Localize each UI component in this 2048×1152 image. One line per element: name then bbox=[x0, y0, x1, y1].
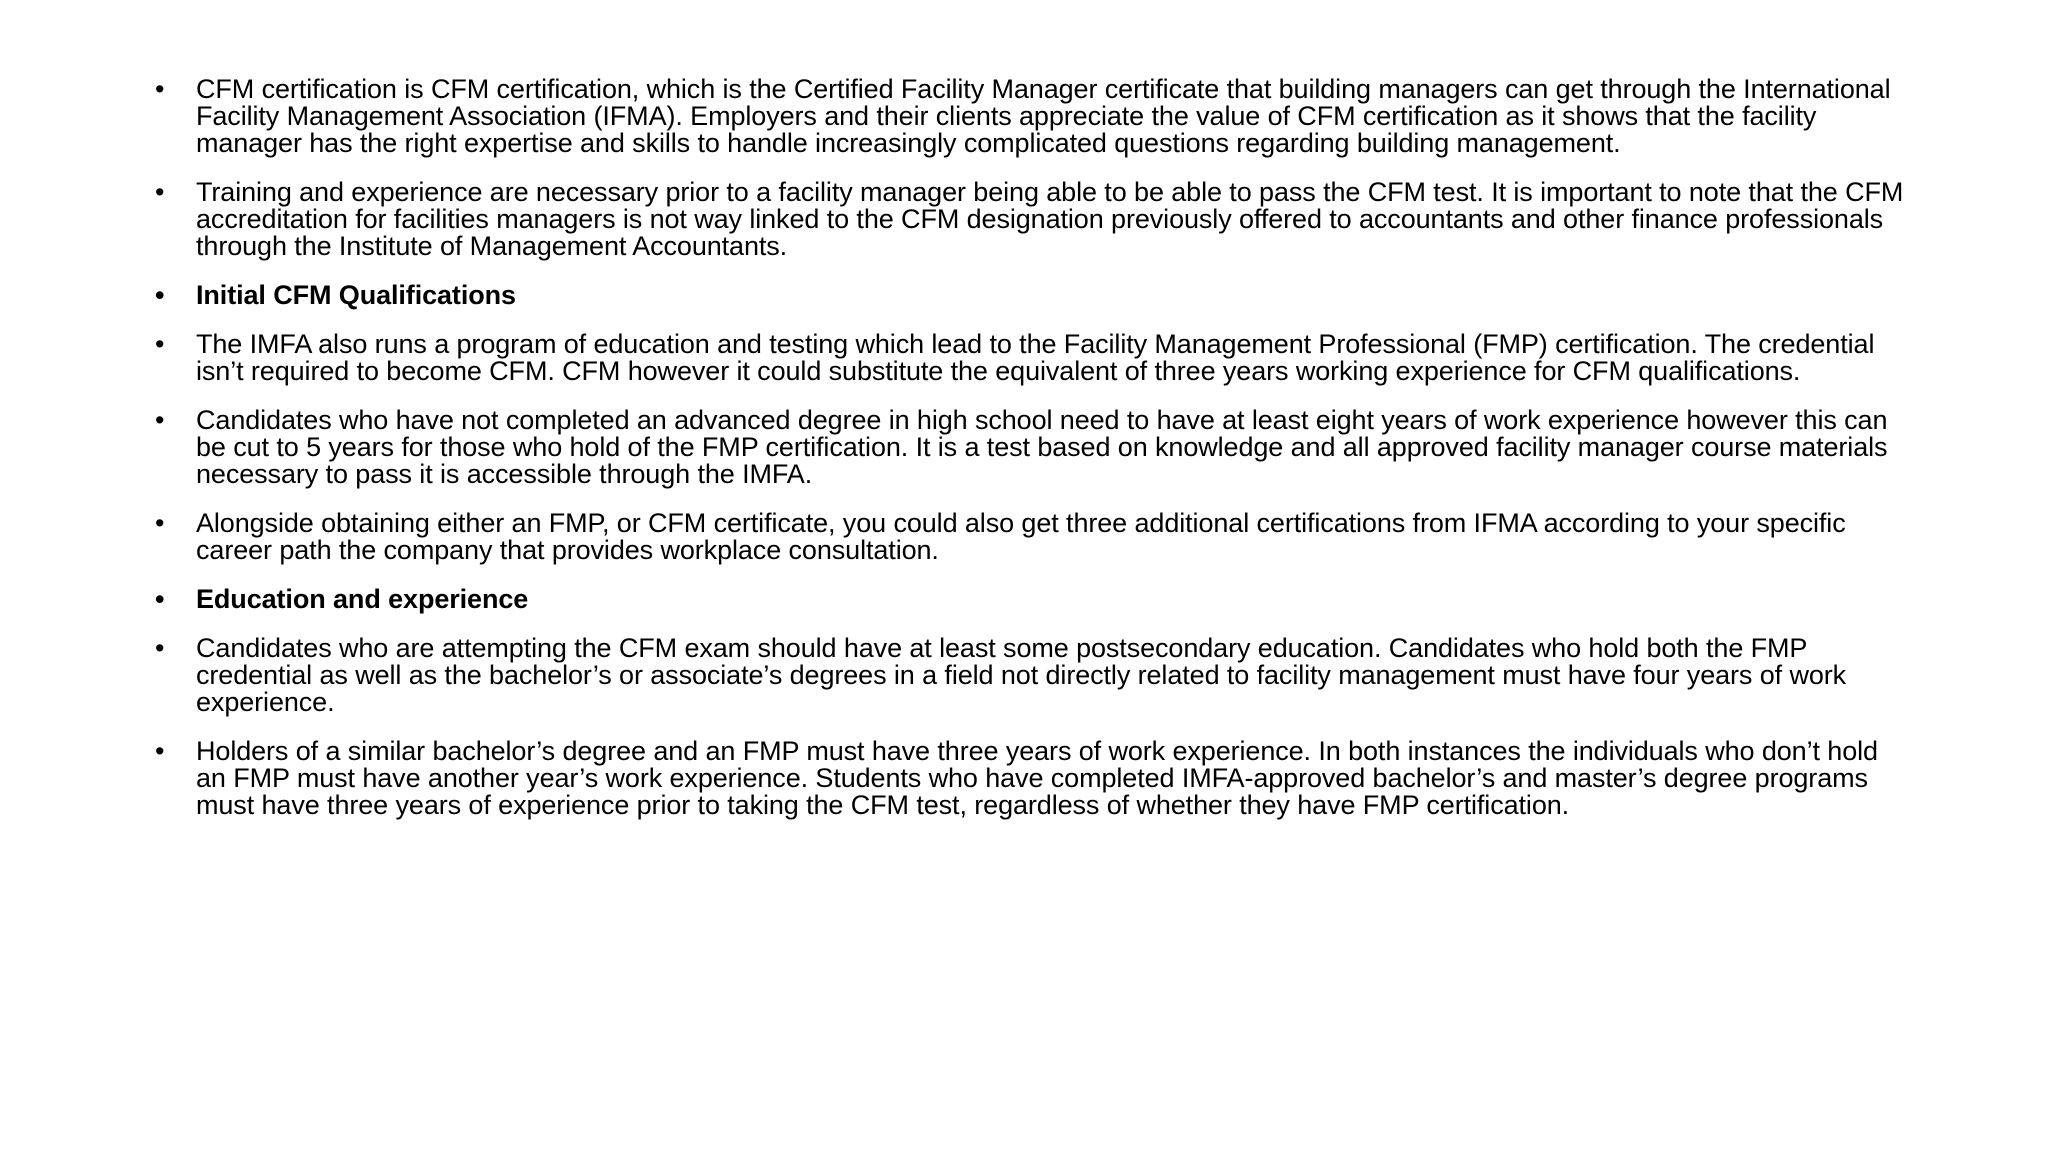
bullet-text: Candidates who are attempting the CFM exam should have at least some postsecondary education. Candidates who hold both the FMP credential as well as the bachelor’s or associate’s degrees in a field not directly related to facility management must have four years of work experience. bbox=[196, 633, 1847, 717]
bullet-item-fmp-program bbox=[155, 331, 1915, 385]
bullet-heading-education-experience bbox=[155, 586, 1915, 613]
bullet-heading-text: Education and experience bbox=[196, 584, 529, 614]
bullet-list bbox=[155, 76, 1915, 841]
bullet-heading-text: Initial CFM Qualifications bbox=[196, 280, 516, 310]
bullet-text: CFM certification is CFM certification, which is the Certified Facility Manager certificate that building managers can get through the International Facility Management Association (IFMA). Employers and their clients appreciate the value of CFM certification as it shows that the facility manager has the right expertise and skills to handle increasingly complicated questions regarding building management. bbox=[196, 74, 1891, 158]
bullet-dot-icon: • bbox=[155, 177, 165, 207]
bullet-dot-icon: • bbox=[155, 74, 165, 104]
bullet-item-postsecondary bbox=[155, 635, 1915, 716]
bullet-dot-icon: • bbox=[155, 633, 165, 663]
bullet-dot-icon: • bbox=[155, 584, 165, 614]
bullet-item-additional-certifications bbox=[155, 510, 1915, 564]
bullet-text: Candidates who have not completed an advanced degree in high school need to have at least eight years of work experience however this can be cut to 5 years for those who hold of the FMP certification. It is a test based on knowledge and all approved facility manager course materials necessary to pass it is accessible through the IMFA. bbox=[196, 405, 1888, 489]
bullet-item-cfm-intro bbox=[155, 76, 1915, 157]
bullet-text: Alongside obtaining either an FMP, or CFM certificate, you could also get three additional certifications from IFMA according to your specific career path the company that provides workplace consultation. bbox=[196, 508, 1846, 565]
bullet-dot-icon: • bbox=[155, 405, 165, 435]
bullet-dot-icon: • bbox=[155, 508, 165, 538]
bullet-item-training bbox=[155, 179, 1915, 260]
bullet-text: Holders of a similar bachelor’s degree and an FMP must have three years of work experience. In both instances the individuals who don’t hold an FMP must have another year’s work experience. Students who have completed IMFA-approved bachelor’s and master’s degree programs must have three years of experience prior to taking the CFM test, regardless of whether they have FMP certification. bbox=[196, 736, 1878, 820]
bullet-text: Training and experience are necessary prior to a facility manager being able to be able to pass the CFM test. It is important to note that the CFM accreditation for facilities managers is not way linked to the CFM designation previously offered to accountants and other finance professionals through the Institute of Management Accountants. bbox=[196, 177, 1904, 261]
bullet-dot-icon: • bbox=[155, 329, 165, 359]
bullet-item-work-experience bbox=[155, 407, 1915, 488]
bullet-text: The IMFA also runs a program of education and testing which lead to the Facility Management Professional (FMP) certification. The credential isn’t required to become CFM. CFM however it could substitute the equivalent of three years working experience for CFM qualifications. bbox=[196, 329, 1875, 386]
bullet-dot-icon: • bbox=[155, 736, 165, 766]
bullet-dot-icon: • bbox=[155, 280, 165, 310]
bullet-heading-initial-qualifications bbox=[155, 282, 1915, 309]
bullet-item-bachelors-degree bbox=[155, 738, 1915, 819]
